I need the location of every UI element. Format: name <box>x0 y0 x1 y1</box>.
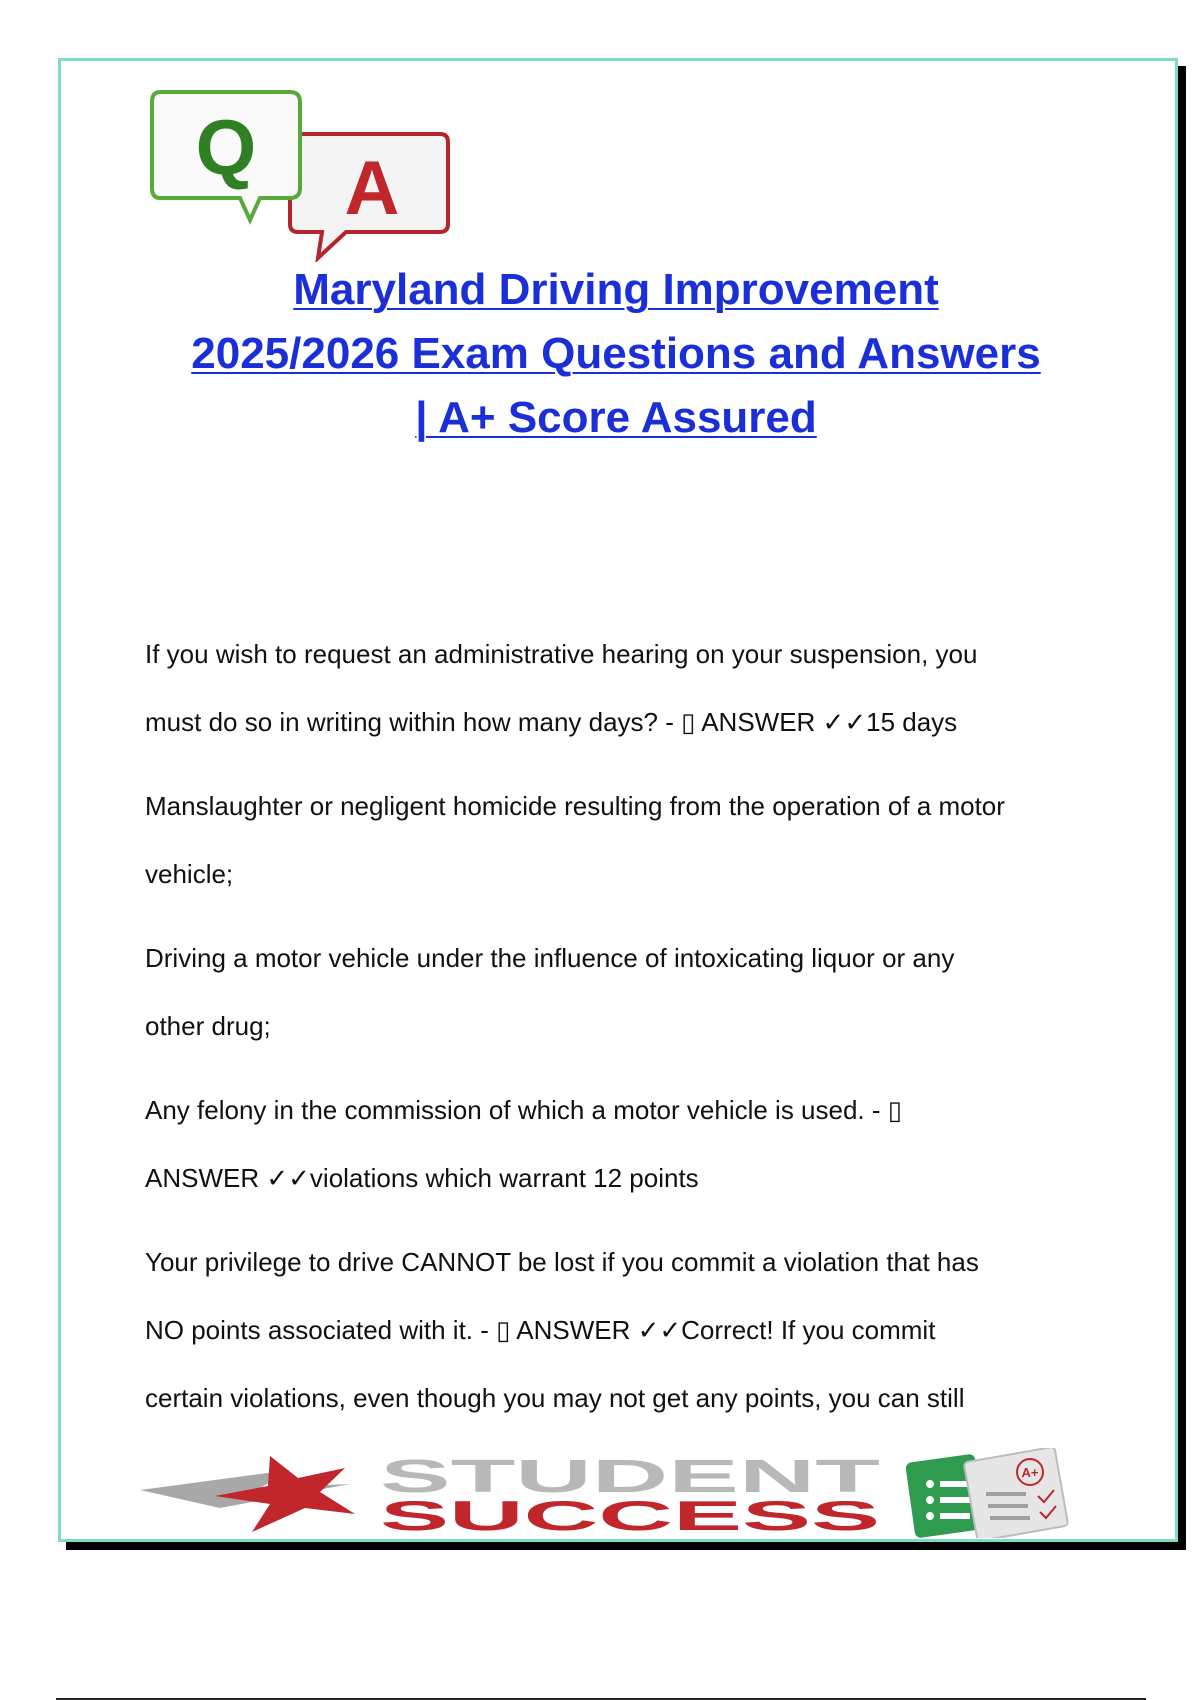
qa-paragraph-1 <box>145 620 1105 756</box>
text-line: vehicle; <box>145 859 234 889</box>
text-line: ANSWER ✓✓violations which warrant 12 points <box>145 1163 699 1193</box>
document-title <box>120 258 1112 450</box>
qa-paragraph-5 <box>145 1228 1105 1432</box>
student-success-logo <box>140 1448 1090 1538</box>
q-letter: Q <box>195 103 257 191</box>
text-line: If you wish to request an administrative hearing on your suspension, you <box>145 639 978 669</box>
qa-paragraph-4 <box>145 1076 1105 1212</box>
title-line-1: Maryland Driving Improvement <box>293 265 939 314</box>
qa-content <box>145 620 1105 1448</box>
text-line: Manslaughter or negligent homicide resulting from the operation of a motor <box>145 791 1005 821</box>
title-line-3: | A+ Score Assured <box>415 393 817 442</box>
text-line: must do so in writing within how many days? - ▯ ANSWER ✓✓15 days <box>145 707 958 737</box>
text-line: other drug; <box>145 1011 271 1041</box>
text-line: Your privilege to drive CANNOT be lost if you commit a violation that has <box>145 1247 979 1277</box>
text-line: Any felony in the commission of which a motor vehicle is used. - ▯ <box>145 1095 903 1125</box>
qa-logo <box>150 86 450 262</box>
title-line-2: 2025/2026 Exam Questions and Answers <box>191 329 1041 378</box>
red-star-icon <box>215 1456 355 1532</box>
text-line: NO points associated with it. - ▯ ANSWER ✓✓Correct! If you commit <box>145 1315 936 1345</box>
logo-word-student: STUDENT <box>380 1450 880 1502</box>
grade-badge: A+ <box>1021 1465 1039 1480</box>
text-line: Driving a motor vehicle under the influence of intoxicating liquor or any <box>145 943 955 973</box>
logo-word-success: SUCCESS <box>380 1492 880 1538</box>
qa-paragraph-2 <box>145 772 1105 908</box>
text-line: certain violations, even though you may not get any points, you can still <box>145 1383 965 1413</box>
qa-paragraph-3 <box>145 924 1105 1060</box>
graded-paper-icon <box>964 1448 1068 1538</box>
a-letter: A <box>344 146 400 231</box>
